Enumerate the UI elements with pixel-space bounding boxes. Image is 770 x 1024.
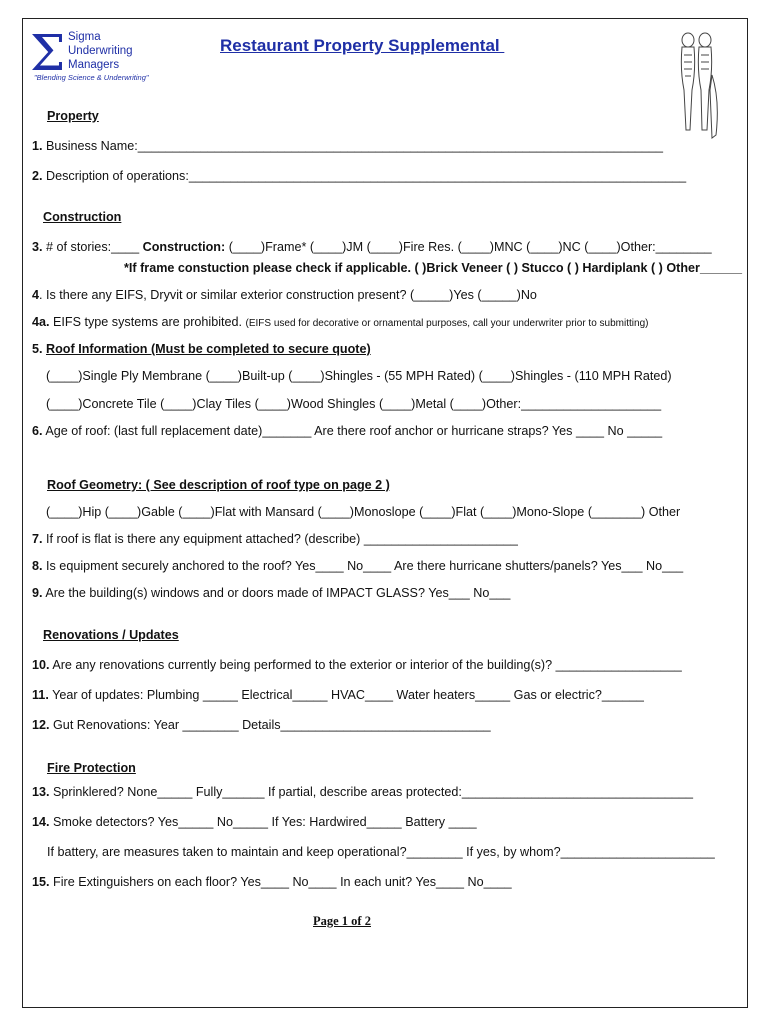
question-text: # of stories:____ [46,240,143,254]
question-number: 6. [32,424,43,438]
question-eifs-prohibited [32,314,648,332]
question-age-of-roof[interactable] [32,423,662,439]
question-smoke-detectors[interactable] [32,814,477,830]
question-stories-construction[interactable] [32,239,712,255]
question-fire-extinguishers[interactable] [32,874,512,890]
question-text: . Is there any EIFS, Dryvit or similar exterior construction present? (_____)Yes (_____)No [39,288,537,302]
question-number: 10. [32,658,50,672]
question-text: Business Name:___________________________________________________________________________ [46,139,664,153]
roof-types-row-1[interactable]: (____)Single Ply Membrane (____)Built-up (____)Shingles - (55 MPH Rated) (____)Shingles - (110 MPH Rated) [46,369,672,383]
question-text: Sprinklered? None_____ Fully______ If partial, describe areas protected:_________________________________ [49,785,693,799]
question-gut-renovations[interactable] [32,717,491,733]
roof-geometry-options[interactable]: (____)Hip (____)Gable (____)Flat with Mansard (____)Monoslope (____)Flat (____)Mono-Slope (_______) Other [46,505,681,519]
eifs-note: (EIFS used for decorative or ornamental purposes, call your underwriter prior to submitting) [245,318,649,329]
question-number: 8. [32,559,43,573]
question-eifs-present[interactable] [32,287,537,303]
logo-tagline: "Blending Science & Underwriting" [34,73,149,82]
question-description-of-operations[interactable] [32,168,686,184]
question-roof-information [32,341,371,357]
question-text: Are any renovations currently being performed to the exterior or interior of the building(s)? __________________ [49,658,682,672]
sigma-icon: Σ [30,24,66,82]
question-business-name[interactable] [32,138,663,154]
question-flat-roof-equipment[interactable] [32,531,518,547]
section-heading-construction: Construction [43,210,122,224]
question-equipment-anchored[interactable] [32,558,683,574]
question-text: Smoke detectors? Yes_____ No_____ If Yes: Hardwired_____ Battery ____ [49,815,477,829]
question-text: Are the building(s) windows and or doors made of IMPACT GLASS? Yes___ No___ [42,586,511,600]
roof-types-row-2[interactable]: (____)Concrete Tile (____)Clay Tiles (____)Wood Shingles (____)Metal (____)Other:____________________ [46,397,662,411]
question-number: 13. [32,785,50,799]
question-text: Description of operations:_______________________________________________________________________ [46,169,687,183]
question-renovations-in-progress[interactable] [32,657,682,673]
frame-construction-note[interactable]: *If frame constuction please check if applicable. ( )Brick Veneer ( ) Stucco ( ) Hardiplank ( ) Other______ [124,261,742,275]
logo-line-managers: Managers [68,59,120,71]
question-battery-maintenance[interactable]: If battery, are measures taken to maintain and keep operational?________ If yes, by whom?______________________ [47,845,715,859]
question-text: If roof is flat is there any equipment attached? (describe) ______________________ [42,532,518,546]
construction-options: (____)Frame* (____)JM (____)Fire Res. (____)MNC (____)NC (____)Other:________ [225,240,712,254]
question-number: 4a. [32,315,50,329]
question-text: Year of updates: Plumbing _____ Electrical_____ HVAC____ Water heaters_____ Gas or electric?______ [48,688,644,702]
question-text: Is equipment securely anchored to the roof? Yes____ No____ Are there hurricane shutters/panels? Yes___ No___ [42,559,684,573]
question-text: Gut Renovations: Year ________ Details______________________________ [49,718,491,732]
question-number: 14. [32,815,50,829]
question-number: 9. [32,586,43,600]
question-number: 7. [32,532,43,546]
utensils-illustration-icon [672,30,724,140]
question-number: 11. [32,688,49,702]
section-heading-fire-protection: Fire Protection [47,761,136,775]
logo-text [68,30,133,72]
question-year-of-updates[interactable] [32,687,644,703]
construction-label: Construction: [142,240,226,254]
section-heading-renovations: Renovations / Updates [43,628,179,642]
question-number: 3. [32,240,43,254]
section-heading-property: Property [47,109,99,123]
logo-line-sigma: Sigma [68,31,101,43]
question-number: 1. [32,139,43,153]
question-sprinklered[interactable] [32,784,693,800]
section-heading-roof-geometry: Roof Geometry: ( See description of roof type on page 2 ) [47,478,390,492]
question-impact-glass[interactable] [32,585,510,601]
question-text: EIFS type systems are prohibited. [49,315,246,329]
form-title: Restaurant Property Supplemental [220,36,505,55]
logo-line-underwriting: Underwriting [68,45,133,57]
question-number: 5. [32,342,43,356]
question-number: 2. [32,169,43,183]
question-text: Roof Information (Must be completed to secure quote) [46,342,371,356]
question-text: Age of roof: (last full replacement date)_______ Are there roof anchor or hurricane straps? Yes ____ No _____ [45,424,663,438]
question-text: Fire Extinguishers on each floor? Yes____ No____ In each unit? Yes____ No____ [49,875,512,889]
question-number: 12. [32,718,50,732]
page-number: Page 1 of 2 [313,914,371,928]
question-number: 15. [32,875,50,889]
question-number: 4 [32,288,40,302]
